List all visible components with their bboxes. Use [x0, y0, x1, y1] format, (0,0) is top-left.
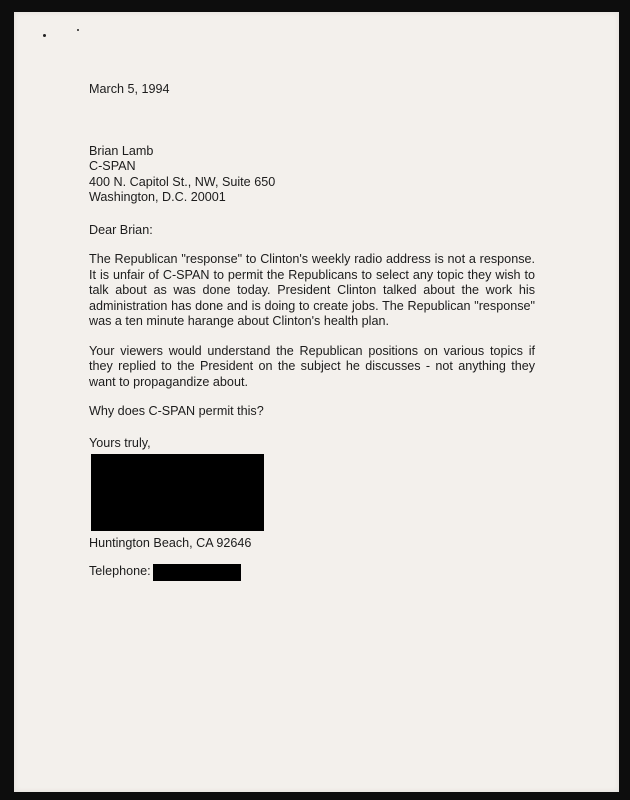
question-line: Why does C-SPAN permit this? — [89, 404, 264, 418]
recipient-city: Washington, D.C. 20001 — [89, 190, 226, 204]
sender-city: Huntington Beach, CA 92646 — [89, 536, 252, 550]
body-paragraph: The Republican "response" to Clinton's weekly radio address is not a response. It is unfair of C-SPAN to permit the Republicans to select any topic they wish to talk about as was done today. President Clinton talked about the work his administration has done and is doing to create jobs. The Republican "response" was a ten minute harange about Clinton's health plan. — [89, 252, 535, 328]
redacted-telephone — [153, 564, 241, 581]
recipient-organization: C-SPAN — [89, 159, 136, 173]
salutation: Dear Brian: — [89, 222, 153, 237]
recipient-address — [89, 144, 535, 206]
telephone-row — [89, 564, 535, 581]
body-paragraph: Your viewers would understand the Republican positions on various topics if they replied to the President on the subject he discusses - not anything they want to propagandize about. — [89, 343, 535, 389]
letter-body — [89, 82, 535, 581]
paper-speck — [77, 29, 79, 31]
closing: Yours truly, — [89, 435, 151, 450]
letter-date: March 5, 1994 — [89, 82, 170, 96]
recipient-street: 400 N. Capitol St., NW, Suite 650 — [89, 174, 276, 189]
recipient-name: Brian Lamb — [89, 143, 154, 158]
redacted-signature-block — [91, 454, 264, 531]
paper-speck — [43, 34, 46, 37]
telephone-label: Telephone: — [89, 564, 151, 579]
